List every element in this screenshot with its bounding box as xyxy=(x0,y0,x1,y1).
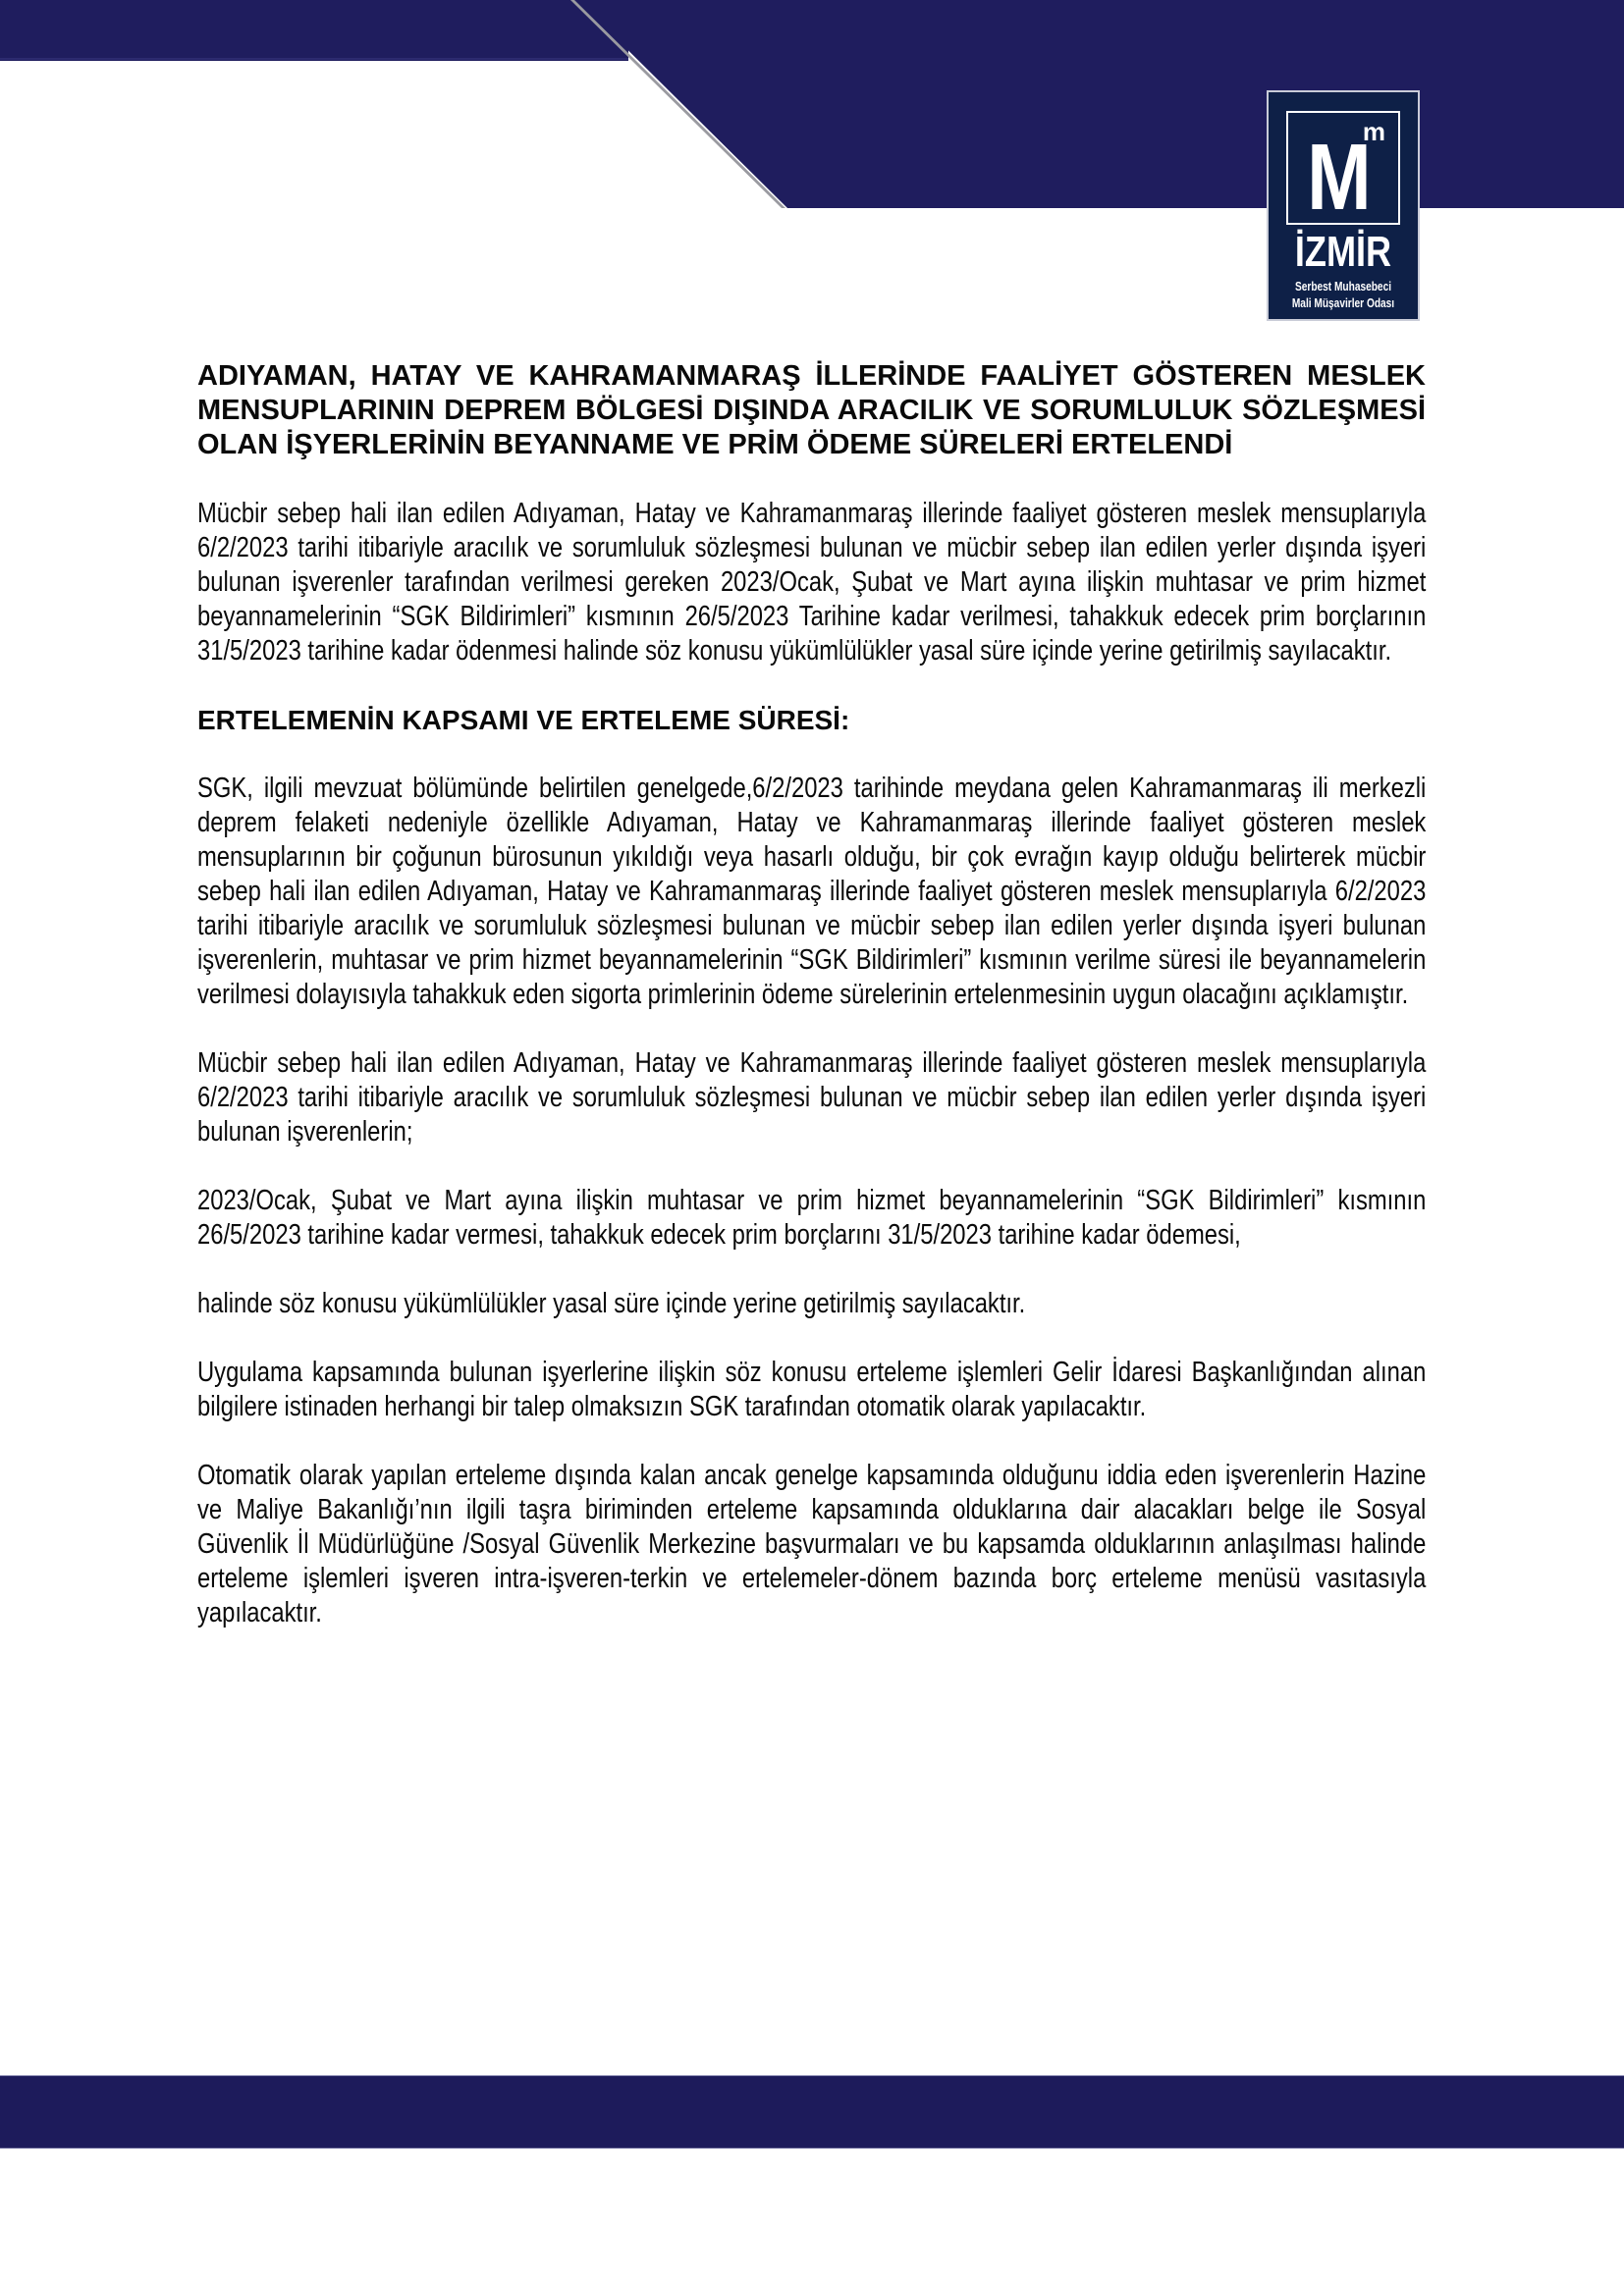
document-title-text: ADIYAMAN, HATAY VE KAHRAMANMARAŞ İLLERİNDE FAALİYET GÖSTEREN MESLEK MENSUPLARININ DEPREM BÖLGESİ DIŞINDA ARACILIK VE SORUMLULUK SÖZLEŞMESİ OLAN İŞYERLERİNİN BEYANNAME VE PRİM ÖDEME SÜRELERİ ERTELENDİ xyxy=(197,360,1426,460)
paragraph-1 xyxy=(197,772,1426,1012)
paragraph-text: halinde söz konusu yükümlülükler yasal süre içinde yerine getirilmiş sayılacaktır. xyxy=(197,1288,1026,1319)
paragraph-text: Mücbir sebep hali ilan edilen Adıyaman, Hatay ve Kahramanmaraş illerinde faaliyet gösteren meslek mensuplarıyla 6/2/2023 tarihi itibariyle aracılık ve sorumluluk sözleşmesi bulunan ve mücbir sebep ilan edilen yerler dışında işyeri bulunan işverenlerin; xyxy=(197,1047,1427,1148)
section-heading: ERTELEMENİN KAPSAMI VE ERTELEME SÜRESİ: xyxy=(197,705,850,735)
document-title xyxy=(197,359,1426,462)
logo-mark-frame xyxy=(1286,111,1400,230)
izmir-smmm-logo xyxy=(1269,92,1418,319)
logo-city-name: İZMİR xyxy=(1294,228,1392,276)
logo-subtitle-line1: Serbest Muhasebeci xyxy=(1294,279,1392,294)
paragraph-2 xyxy=(197,1046,1426,1149)
intro-paragraph-text: Mücbir sebep hali ilan edilen Adıyaman, Hatay ve Kahramanmaraş illerinde faaliyet gösteren meslek mensuplarıyla 6/2/2023 tarihi itibariyle aracılık ve sorumluluk sözleşmesi bulunan ve mücbir sebep ilan edilen yerler dışında işyeri bulunan işverenler tarafından verilmesi gereken 2023/Ocak, Şubat ve Mart ayına ilişkin muhtasar ve prim hizmet beyannamelerinin “SGK Bildirimleri” kısmının 26/5/2023 Tarihine kadar verilmesi, tahakkuk edecek prim borçlarının 31/5/2023 tarihine kadar ödenmesi halinde söz konusu yükümlülükler yasal süre içinde yerine getirilmiş sayılacaktır. xyxy=(197,498,1427,667)
logo-subtitle-line2: Mali Müşavirler Odası xyxy=(1291,295,1395,310)
footer-decoration xyxy=(0,2075,1624,2149)
logo-mark-superscript: m xyxy=(1362,117,1385,146)
document-body xyxy=(197,359,1426,1665)
logo-mark-letter: M xyxy=(1307,125,1372,230)
paragraph-text: Uygulama kapsamında bulunan işyerlerine ilişkin söz konusu erteleme işlemleri Gelir İdaresi Başkanlığından alınan bilgilere istinaden herhangi bir talep olmaksızın SGK tarafından otomatik olarak yapılacaktır. xyxy=(197,1357,1427,1422)
paragraph-4 xyxy=(197,1287,1426,1321)
intro-paragraph xyxy=(197,497,1426,668)
paragraph-text: Otomatik olarak yapılan erteleme dışında kalan ancak genelge kapsamında olduğunu iddia eden işverenlerin Hazine ve Maliye Bakanlığı’nın ilgili taşra biriminden erteleme kapsamında olduklarına dair alacakları belge ile Sosyal Güvenlik İl Müdürlüğüne /Sosyal Güvenlik Merkezine başvurmaları ve bu kapsamda olduklarının anlaşılması halinde erteleme işlemleri işveren intra-işveren-terkin ve ertelemeler-dönem bazında borç erteleme menüsü vasıtasıyla yapılacaktır. xyxy=(197,1460,1427,1629)
paragraph-5 xyxy=(197,1356,1426,1424)
paragraph-6 xyxy=(197,1459,1426,1630)
paragraph-3 xyxy=(197,1184,1426,1253)
paragraph-text: SGK, ilgili mevzuat bölümünde belirtilen genelgede,6/2/2023 tarihinde meydana gelen Kahramanmaraş ili merkezli deprem felaketi nedeniyle özellikle Adıyaman, Hatay ve Kahramanmaraş illerinde faaliyet gösteren meslek mensuplarının bir çoğunun bürosunun yıkıldığı veya hasarlı olduğu, bir çok evrağın kayıp olduğu belirterek mücbir sebep hali ilan edilen Adıyaman, Hatay ve Kahramanmaraş illerinde faaliyet gösteren meslek mensuplarıyla 6/2/2023 tarihi itibariyle aracılık ve sorumluluk sözleşmesi bulunan ve mücbir sebep ilan edilen yerler dışında işyeri bulunan işverenlerin, muhtasar ve prim hizmet beyannamelerinin “SGK Bildirimleri” kısmının verilme süresi ile beyannamelerin verilmesi dolayısıyla tahakkuk eden sigorta primlerinin ödeme sürelerinin ertelenmesinin uygun olacağını açıklamıştır. xyxy=(197,773,1427,1010)
paragraph-text: 2023/Ocak, Şubat ve Mart ayına ilişkin muhtasar ve prim hizmet beyannamelerinin “SGK Bildirimleri” kısmının 26/5/2023 tarihine kadar vermesi, tahakkuk edecek prim borçlarını 31/5/2023 tarihine kadar ödemesi, xyxy=(197,1185,1427,1251)
